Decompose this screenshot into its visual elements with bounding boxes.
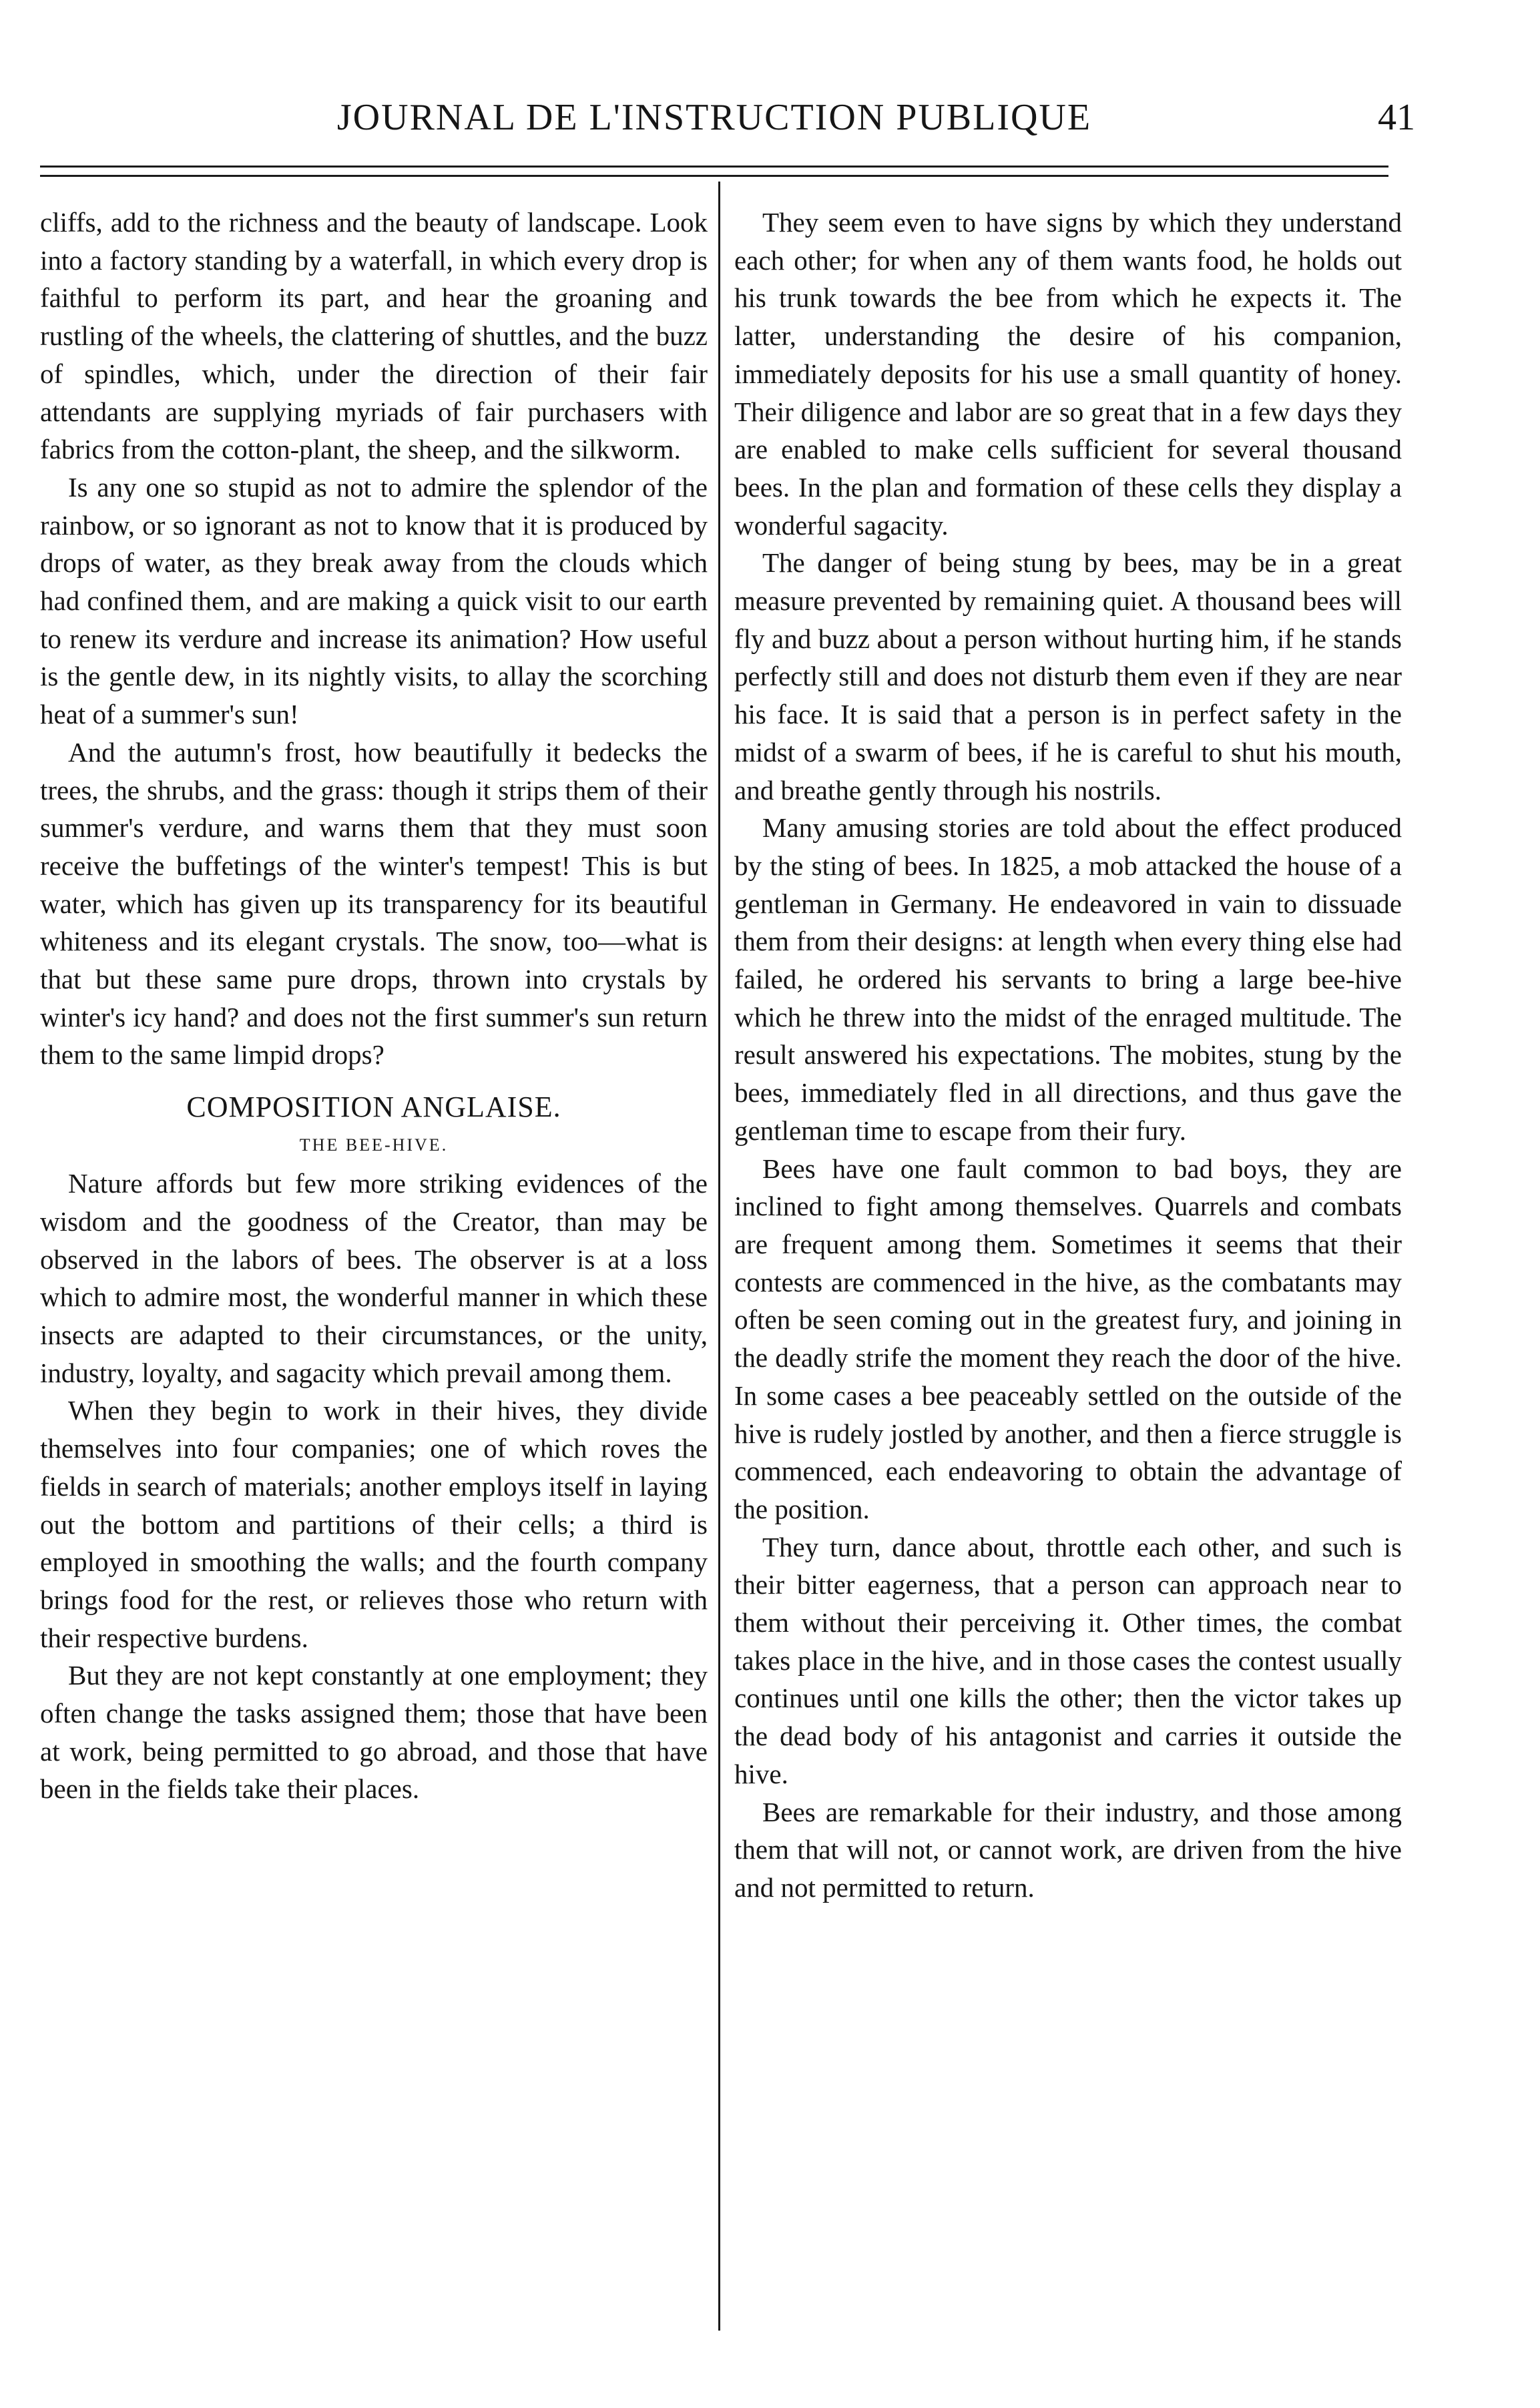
paragraph: But they are not kept constantly at one employment; they often change the tasks assigned them; those that have been at work, being permitted to go abroad, and those that have been in the fields take their places. [40,1660,708,1805]
right-column [734,204,1402,1907]
paragraph: They seem even to have signs by which they understand each other; for when any of them wants food, he holds out his trunk towards the bee from which he expects it. The latter, understanding the desire of his companion, immediately deposits for his use a small quantity of honey. Their diligence and labor are so great that in a few days they are enabled to make cells sufficient for several thousand bees. In the plan and formation of these cells they display a wonderful sagacity. [734,207,1402,541]
paragraph: Nature affords but few more striking evidences of the wisdom and the goodness of the Creator, than may be observed in the labors of bees. The observer is at a loss which to admire most, the wonderful manner in which these insects are adapted to their circumstances, or the unity, industry, loyalty, and sagacity which prevail among them. [40,1168,708,1388]
paragraph: When they begin to work in their hives, they divide themselves into four companies; one of which roves the fields in search of materials; another employs itself in laying out the bottom and partitions of their cells; a third is employed in smoothing the walls; and the fourth company brings food for the rest, or relieves those who return with their respective burdens. [40,1395,708,1653]
paragraph: The danger of being stung by bees, may be in a great measure prevented by remaining quiet. A thousand bees will fly and buzz about a person without hurting him, if he stands perfectly still and does not disturb them even if they are near his face. It is said that a person is in perfect safety in the midst of a swarm of bees, if he is careful to shut his mouth, and breathe gently through his nostrils. [734,547,1402,806]
paragraph: Is any one so stupid as not to admire the splendor of the rainbow, or so ignorant as not to know that it is produced by drops of water, as they break away from the clouds which had confined them, and are making a quick visit to our earth to renew its verdure and increase its animation? How useful is the gentle dew, in its nightly visits, to allay the scorching heat of a summer's sun! [40,471,708,730]
paragraph: Bees have one fault common to bad boys, they are inclined to fight among themselves. Quarrels and combats are frequent among them. Sometimes it seems that their contests are commenced in the hive, as the combatants may often be seen coming out in the greatest fury, and joining in the deadly strife the moment they reach the door of the hive. In some cases a bee peaceably settled on the outside of the hive is rudely jostled by another, and then a fierce struggle is commenced, each endeavoring to obtain the advantage of the position. [734,1153,1402,1524]
header-rule-top [40,166,1388,168]
header-rule-bottom [40,175,1388,177]
paragraph: Many amusing stories are told about the effect produced by the sting of bees. In 1825, a mob attacked the house of a gentleman in Germany. He endeavored in vain to dissuade them from their designs: at length when every thing else had failed, he ordered his servants to bring a large bee-hive which he threw into the midst of the enraged multitude. The result answered his expectations. The mobites, stung by the bees, immediately fled in all directions, and thus gave the gentleman time to escape from their fury. [734,812,1402,1146]
running-title: JOURNAL DE L'INSTRUCTION PUBLIQUE [336,97,1092,138]
left-column [40,204,708,1808]
paragraph: And the autumn's frost, how beautifully it bedecks the trees, the shrubs, and the grass: though it strips them of their summer's verdure, and warns them that they must soon receive the buffetings of the winter's tempest! This is but water, which has given up its transparency for its beautiful whiteness and its elegant crystals. The snow, too—what is that but these same pure drops, thrown into crystals by winter's icy hand? and does not the first summer's sun return them to the same limpid drops? [40,736,708,1071]
column-divider [718,182,720,2331]
paragraph: cliffs, add to the richness and the beauty of landscape. Look into a factory standing by a waterfall, in which every drop is faithful to perform its part, and hear the groaning and rustling of the wheels, the clattering of shuttles, and the buzz of spindles, which, under the direction of their fair attendants are supplying myriads of fair purchasers with fabrics from the cotton-plant, the sheep, and the silkworm. [40,207,708,465]
paragraph: They turn, dance about, throttle each other, and such is their bitter eagerness, that a person can approach near to them without their perceiving it. Other times, the combat takes place in the hive, and in those cases the contest usually continues until one kills the other; then the victor takes up the dead body of his antagonist and carries it outside the hive. [734,1531,1402,1789]
page-number: 41 [1378,97,1415,138]
paragraph: Bees are remarkable for their industry, and those among them that will not, or cannot work, are driven from the hive and not permitted to return. [734,1796,1402,1903]
section-subtitle: THE BEE-HIVE. [299,1135,449,1155]
section-title: COMPOSITION ANGLAISE. [186,1091,561,1124]
